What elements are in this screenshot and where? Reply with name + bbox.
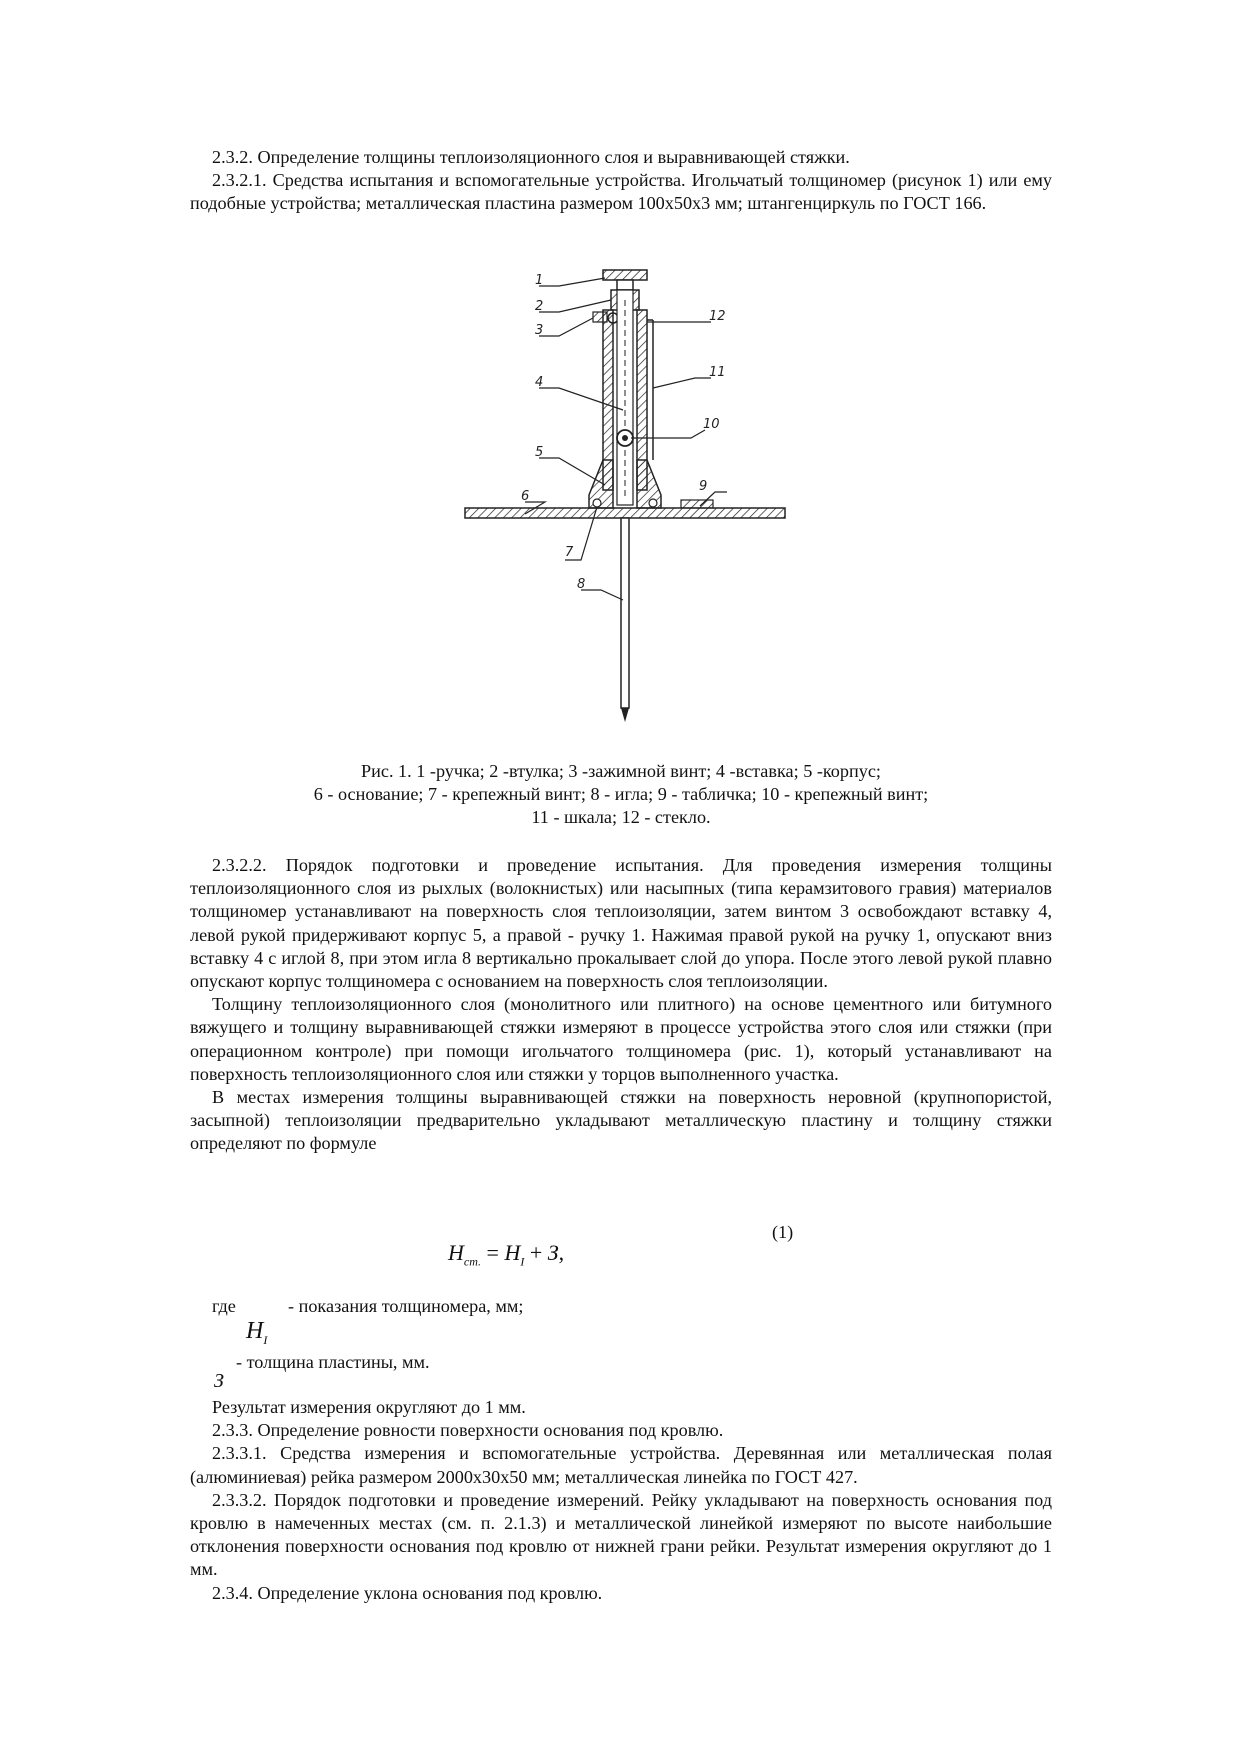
handle-shape xyxy=(603,270,647,280)
label-9: 9 xyxy=(699,479,708,494)
label-2: 2 xyxy=(535,299,544,314)
label-1: 1 xyxy=(535,273,544,288)
label-12: 12 xyxy=(709,309,726,324)
caption-line-2: 6 - основание; 7 - крепежный винт; 8 - игла; 9 - табличка; 10 - крепежный винт; xyxy=(313,784,929,805)
needle-thickness-gauge-figure xyxy=(455,260,795,760)
thickness-formula: $H_{ст.} = H_I + З$, xyxy=(448,1240,565,1269)
where-word: где xyxy=(212,1296,236,1316)
procedure-section xyxy=(190,854,1052,1156)
label-8: 8 xyxy=(577,577,586,592)
label-7: 7 xyxy=(565,545,574,560)
intro-section xyxy=(190,146,1052,216)
section-heading-2-3-2: 2.3.2. Определение толщины теплоизоляционного слоя и выравнивающей стяжки. xyxy=(212,147,850,167)
caption-line-1: Рис. 1. 1 -ручка; 2 -втулка; 3 -зажимной винт; 4 -вставка; 5 -корпус; xyxy=(361,761,881,781)
label-4: 4 xyxy=(535,375,544,390)
label-3: 3 xyxy=(535,323,544,338)
label-11: 11 xyxy=(709,365,726,380)
flatness-section xyxy=(190,1396,1052,1605)
paragraph-formula-intro: В местах измерения толщины выравнивающей стяжки на поверхность неровной (крупнопористой, засыпной) теплоизоляции предварительно укладывают металлическую пластину и толщину стяжки определяют по формуле xyxy=(190,1087,1052,1154)
section-heading-2-3-4: 2.3.4. Определение уклона основания под кровлю. xyxy=(212,1582,603,1603)
paragraph-2-3-3-1: 2.3.3.1. Средства измерения и вспомогательные устройства. Деревянная или металлическая полая (алюминиевая) рейка размером 2000х30х50 мм; металлическая линейка по ГОСТ 427. xyxy=(190,1443,1052,1487)
label-5: 5 xyxy=(535,445,544,460)
paragraph-2-3-3-2: 2.3.3.2. Порядок подготовки и проведение измерений. Рейку укладывают на поверхность основания под кровлю в намеченных местах (см. п. 2.1.3) и металлической линейкой измеряют по высоте наибольшие отклонения поверхности основания под кровлю от нижней грани рейки. Результат измерения округляют до 1 мм. xyxy=(190,1489,1052,1580)
label-10: 10 xyxy=(703,417,720,432)
needle-shape xyxy=(621,518,629,708)
symbol-h1: $H_I$ xyxy=(246,1318,268,1347)
paragraph-rounding: Результат измерения округляют до 1 мм. xyxy=(212,1397,526,1417)
equation-number: (1) xyxy=(772,1222,794,1242)
section-heading-2-3-3: 2.3.3. Определение ровности поверхности основания под кровлю. xyxy=(212,1420,724,1441)
caption-line-3: 11 - шкала; 12 - стекло. xyxy=(531,807,711,828)
label-6: 6 xyxy=(521,489,530,504)
paragraph-2-3-2-1: 2.3.2.1. Средства испытания и вспомогательные устройства. Игольчатый толщиномер (рисунок 1) или ему подобные устройства; металлическая пластина размером 100х50х3 мм; штангенциркуль по ГОСТ 166. xyxy=(190,170,1052,214)
where-definition-1: - показания толщиномера, мм; xyxy=(288,1296,524,1316)
figure-caption xyxy=(190,760,1052,830)
paragraph-operational-control: Толщину теплоизоляционного слоя (монолитного или плитного) на основе цементного или битумного вяжущего и толщину выравнивающей стяжки измеряют в процессе устройства этого слоя или стяжки (при операционном контроле) при помощи игольчатого толщиномера (рис. 1), который устанавливают на поверхность теплоизоляционного слоя или стяжки у торцов выполненного участка. xyxy=(190,994,1052,1084)
base-plate-shape xyxy=(465,508,785,518)
symbol-z: З xyxy=(214,1370,224,1392)
where-definition-2: - толщина пластины, мм. xyxy=(236,1352,430,1372)
paragraph-2-3-2-2: 2.3.2.2. Порядок подготовки и проведение испытания. Для проведения измерения толщины теплоизоляционного слоя из рыхлых (волокнистых) или насыпных (типа керамзитового гравия) материалов толщиномер устанавливают на поверхность слоя теплоизоляции, затем винтом 3 освобождают вставку 4, левой рукой придерживают корпус 5, а правой - ручку 1. Нажимая правой рукой на ручку 1, опускают вниз вставку 4 с иглой 8, при этом игла 8 вертикально прокалывает слой до упора. После этого левой рукой плавно опускают корпус толщиномера с основанием на поверхность слоя теплоизоляции. xyxy=(190,855,1052,992)
